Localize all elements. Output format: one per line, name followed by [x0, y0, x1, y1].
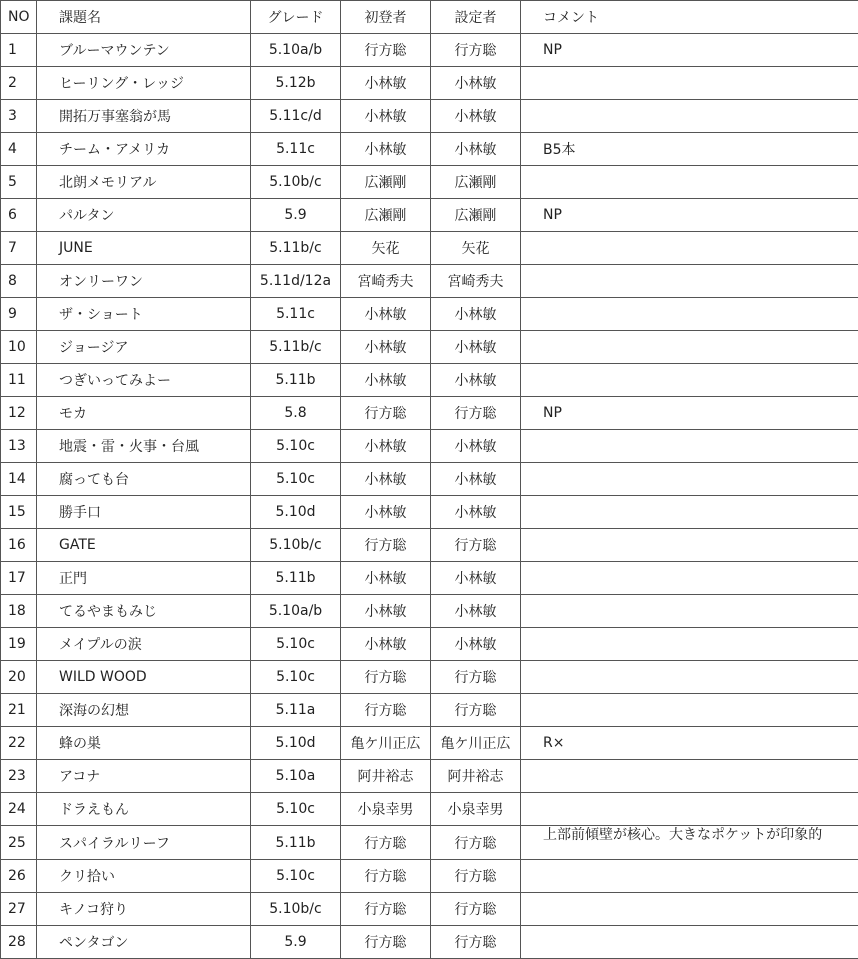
header-no: NO	[1, 1, 37, 34]
cell-no: 7	[1, 232, 37, 265]
comment-text: 上部前傾壁が核心。大きなポケットが印象的	[543, 827, 854, 844]
table-row	[1, 298, 858, 331]
cell-setter: 行方聡	[431, 694, 521, 727]
cell-first-ascent: 小林敏	[341, 100, 431, 133]
cell-comment	[521, 562, 858, 595]
cell-first-ascent: 行方聡	[341, 826, 431, 860]
cell-grade: 5.10b/c	[251, 529, 341, 562]
cell-first-ascent: 阿井裕志	[341, 760, 431, 793]
cell-grade: 5.12b	[251, 67, 341, 100]
table-row	[1, 727, 858, 760]
cell-grade: 5.10a/b	[251, 595, 341, 628]
cell-route-name: ブルーマウンテン	[37, 34, 251, 67]
cell-route-name: 開拓万事塞翁が馬	[37, 100, 251, 133]
cell-setter: 小林敏	[431, 562, 521, 595]
cell-comment	[521, 364, 858, 397]
header-grade: グレード	[251, 1, 341, 34]
cell-first-ascent: 小林敏	[341, 463, 431, 496]
cell-first-ascent: 小林敏	[341, 133, 431, 166]
cell-grade: 5.10b/c	[251, 166, 341, 199]
cell-setter: 行方聡	[431, 860, 521, 893]
cell-grade: 5.11b	[251, 562, 341, 595]
cell-no: 24	[1, 793, 37, 826]
table-row	[1, 463, 858, 496]
cell-comment	[521, 595, 858, 628]
table-row	[1, 628, 858, 661]
cell-comment	[521, 298, 858, 331]
cell-first-ascent: 小泉幸男	[341, 793, 431, 826]
cell-comment	[521, 694, 858, 727]
cell-first-ascent: 行方聡	[341, 397, 431, 430]
cell-no: 11	[1, 364, 37, 397]
cell-comment	[521, 265, 858, 298]
table-row	[1, 661, 858, 694]
cell-route-name: 地震・雷・火事・台風	[37, 430, 251, 463]
cell-grade: 5.8	[251, 397, 341, 430]
cell-grade: 5.11a	[251, 694, 341, 727]
cell-comment: NP	[521, 34, 858, 67]
cell-grade: 5.11b	[251, 826, 341, 860]
cell-route-name: メイプルの涙	[37, 628, 251, 661]
cell-first-ascent: 行方聡	[341, 893, 431, 926]
table-row	[1, 860, 858, 893]
table-row	[1, 760, 858, 793]
cell-no: 5	[1, 166, 37, 199]
cell-comment: B5本	[521, 133, 858, 166]
cell-grade: 5.10d	[251, 496, 341, 529]
cell-no: 1	[1, 34, 37, 67]
table-row	[1, 926, 858, 959]
cell-route-name: チーム・アメリカ	[37, 133, 251, 166]
cell-no: 14	[1, 463, 37, 496]
table-row	[1, 166, 858, 199]
cell-first-ascent: 行方聡	[341, 529, 431, 562]
cell-route-name: キノコ狩り	[37, 893, 251, 926]
cell-first-ascent: 小林敏	[341, 628, 431, 661]
cell-no: 25	[1, 826, 37, 860]
cell-no: 9	[1, 298, 37, 331]
cell-route-name: WILD WOOD	[37, 661, 251, 694]
table-row	[1, 34, 858, 67]
cell-first-ascent: 小林敏	[341, 364, 431, 397]
cell-comment	[521, 860, 858, 893]
cell-route-name: てるやまもみじ	[37, 595, 251, 628]
table-row	[1, 496, 858, 529]
cell-setter: 広瀬剛	[431, 199, 521, 232]
cell-comment	[521, 463, 858, 496]
cell-grade: 5.11b/c	[251, 232, 341, 265]
table-row	[1, 529, 858, 562]
table-row	[1, 826, 858, 860]
cell-first-ascent: 矢花	[341, 232, 431, 265]
cell-comment	[521, 893, 858, 926]
cell-no: 22	[1, 727, 37, 760]
cell-comment	[521, 628, 858, 661]
cell-setter: 広瀬剛	[431, 166, 521, 199]
cell-no: 16	[1, 529, 37, 562]
cell-route-name: つぎいってみよー	[37, 364, 251, 397]
cell-comment	[521, 793, 858, 826]
table-row	[1, 67, 858, 100]
table-row	[1, 232, 858, 265]
cell-grade: 5.10a	[251, 760, 341, 793]
cell-first-ascent: 小林敏	[341, 67, 431, 100]
cell-first-ascent: 小林敏	[341, 496, 431, 529]
cell-grade: 5.10c	[251, 430, 341, 463]
cell-setter: 矢花	[431, 232, 521, 265]
cell-comment	[521, 529, 858, 562]
cell-first-ascent: 行方聡	[341, 926, 431, 959]
header-first-ascent: 初登者	[341, 1, 431, 34]
cell-route-name: モカ	[37, 397, 251, 430]
cell-first-ascent: 宮崎秀夫	[341, 265, 431, 298]
cell-no: 6	[1, 199, 37, 232]
table-row	[1, 694, 858, 727]
cell-no: 3	[1, 100, 37, 133]
cell-grade: 5.9	[251, 199, 341, 232]
cell-no: 8	[1, 265, 37, 298]
table-row	[1, 793, 858, 826]
cell-route-name: ペンタゴン	[37, 926, 251, 959]
cell-no: 26	[1, 860, 37, 893]
cell-grade: 5.10c	[251, 793, 341, 826]
cell-no: 21	[1, 694, 37, 727]
cell-route-name: JUNE	[37, 232, 251, 265]
cell-first-ascent: 小林敏	[341, 430, 431, 463]
cell-first-ascent: 行方聡	[341, 694, 431, 727]
cell-comment	[521, 760, 858, 793]
cell-comment	[521, 926, 858, 959]
header-row	[1, 1, 858, 34]
cell-setter: 行方聡	[431, 34, 521, 67]
cell-no: 17	[1, 562, 37, 595]
cell-grade: 5.10c	[251, 661, 341, 694]
cell-setter: 亀ケ川正広	[431, 727, 521, 760]
cell-setter: 行方聡	[431, 529, 521, 562]
cell-comment: NP	[521, 199, 858, 232]
cell-setter: 小林敏	[431, 364, 521, 397]
cell-first-ascent: 小林敏	[341, 595, 431, 628]
cell-no: 10	[1, 331, 37, 364]
cell-route-name: アコナ	[37, 760, 251, 793]
cell-grade: 5.9	[251, 926, 341, 959]
cell-setter: 小林敏	[431, 100, 521, 133]
cell-no: 15	[1, 496, 37, 529]
cell-first-ascent: 広瀬剛	[341, 166, 431, 199]
cell-setter: 小林敏	[431, 463, 521, 496]
cell-grade: 5.10a/b	[251, 34, 341, 67]
cell-route-name: ジョージア	[37, 331, 251, 364]
cell-route-name: 深海の幻想	[37, 694, 251, 727]
cell-no: 20	[1, 661, 37, 694]
table-row	[1, 199, 858, 232]
cell-setter: 行方聡	[431, 893, 521, 926]
cell-first-ascent: 亀ケ川正広	[341, 727, 431, 760]
table-row	[1, 331, 858, 364]
cell-setter: 小林敏	[431, 133, 521, 166]
cell-route-name: 腐っても台	[37, 463, 251, 496]
cell-no: 4	[1, 133, 37, 166]
cell-first-ascent: 広瀬剛	[341, 199, 431, 232]
cell-comment	[521, 661, 858, 694]
cell-first-ascent: 小林敏	[341, 331, 431, 364]
cell-route-name: ヒーリング・レッジ	[37, 67, 251, 100]
table-row	[1, 364, 858, 397]
cell-comment	[521, 496, 858, 529]
table-row	[1, 430, 858, 463]
cell-first-ascent: 行方聡	[341, 860, 431, 893]
cell-grade: 5.10c	[251, 860, 341, 893]
cell-route-name: ドラえもん	[37, 793, 251, 826]
cell-grade: 5.11c	[251, 133, 341, 166]
table-row	[1, 100, 858, 133]
cell-route-name: クリ拾い	[37, 860, 251, 893]
cell-setter: 行方聡	[431, 397, 521, 430]
cell-grade: 5.11c/d	[251, 100, 341, 133]
cell-grade: 5.11b	[251, 364, 341, 397]
cell-grade: 5.10c	[251, 463, 341, 496]
cell-route-name: 勝手口	[37, 496, 251, 529]
cell-setter: 行方聡	[431, 826, 521, 860]
cell-grade: 5.11d/12a	[251, 265, 341, 298]
table-row	[1, 265, 858, 298]
table-row	[1, 595, 858, 628]
cell-grade: 5.11c	[251, 298, 341, 331]
cell-grade: 5.11b/c	[251, 331, 341, 364]
table-header	[1, 1, 858, 34]
header-setter: 設定者	[431, 1, 521, 34]
header-comment: コメント	[521, 1, 858, 34]
table-row	[1, 133, 858, 166]
cell-no: 27	[1, 893, 37, 926]
cell-setter: 小林敏	[431, 331, 521, 364]
table-body	[1, 34, 858, 959]
cell-no: 2	[1, 67, 37, 100]
cell-setter: 小林敏	[431, 628, 521, 661]
cell-no: 12	[1, 397, 37, 430]
cell-first-ascent: 小林敏	[341, 562, 431, 595]
cell-setter: 小林敏	[431, 595, 521, 628]
cell-no: 28	[1, 926, 37, 959]
table-row	[1, 893, 858, 926]
cell-comment	[521, 100, 858, 133]
cell-comment	[521, 166, 858, 199]
cell-comment	[521, 826, 858, 860]
cell-first-ascent: 行方聡	[341, 34, 431, 67]
cell-setter: 小泉幸男	[431, 793, 521, 826]
cell-setter: 小林敏	[431, 496, 521, 529]
header-route-name: 課題名	[37, 1, 251, 34]
cell-setter: 小林敏	[431, 430, 521, 463]
cell-no: 23	[1, 760, 37, 793]
cell-first-ascent: 小林敏	[341, 298, 431, 331]
cell-comment	[521, 331, 858, 364]
cell-setter: 行方聡	[431, 926, 521, 959]
cell-no: 18	[1, 595, 37, 628]
cell-route-name: オンリーワン	[37, 265, 251, 298]
cell-grade: 5.10c	[251, 628, 341, 661]
cell-setter: 小林敏	[431, 298, 521, 331]
cell-comment	[521, 232, 858, 265]
cell-setter: 行方聡	[431, 661, 521, 694]
cell-comment	[521, 430, 858, 463]
cell-no: 13	[1, 430, 37, 463]
cell-route-name: 北朗メモリアル	[37, 166, 251, 199]
table-row	[1, 562, 858, 595]
cell-no: 19	[1, 628, 37, 661]
cell-setter: 宮崎秀夫	[431, 265, 521, 298]
cell-route-name: スパイラルリーフ	[37, 826, 251, 860]
cell-route-name: 正門	[37, 562, 251, 595]
cell-setter: 阿井裕志	[431, 760, 521, 793]
cell-first-ascent: 行方聡	[341, 661, 431, 694]
table-row	[1, 397, 858, 430]
cell-grade: 5.10b/c	[251, 893, 341, 926]
cell-comment: R×	[521, 727, 858, 760]
cell-comment: NP	[521, 397, 858, 430]
cell-route-name: 蜂の巣	[37, 727, 251, 760]
cell-comment	[521, 67, 858, 100]
cell-route-name: GATE	[37, 529, 251, 562]
cell-setter: 小林敏	[431, 67, 521, 100]
cell-route-name: パルタン	[37, 199, 251, 232]
cell-route-name: ザ・ショート	[37, 298, 251, 331]
cell-grade: 5.10d	[251, 727, 341, 760]
